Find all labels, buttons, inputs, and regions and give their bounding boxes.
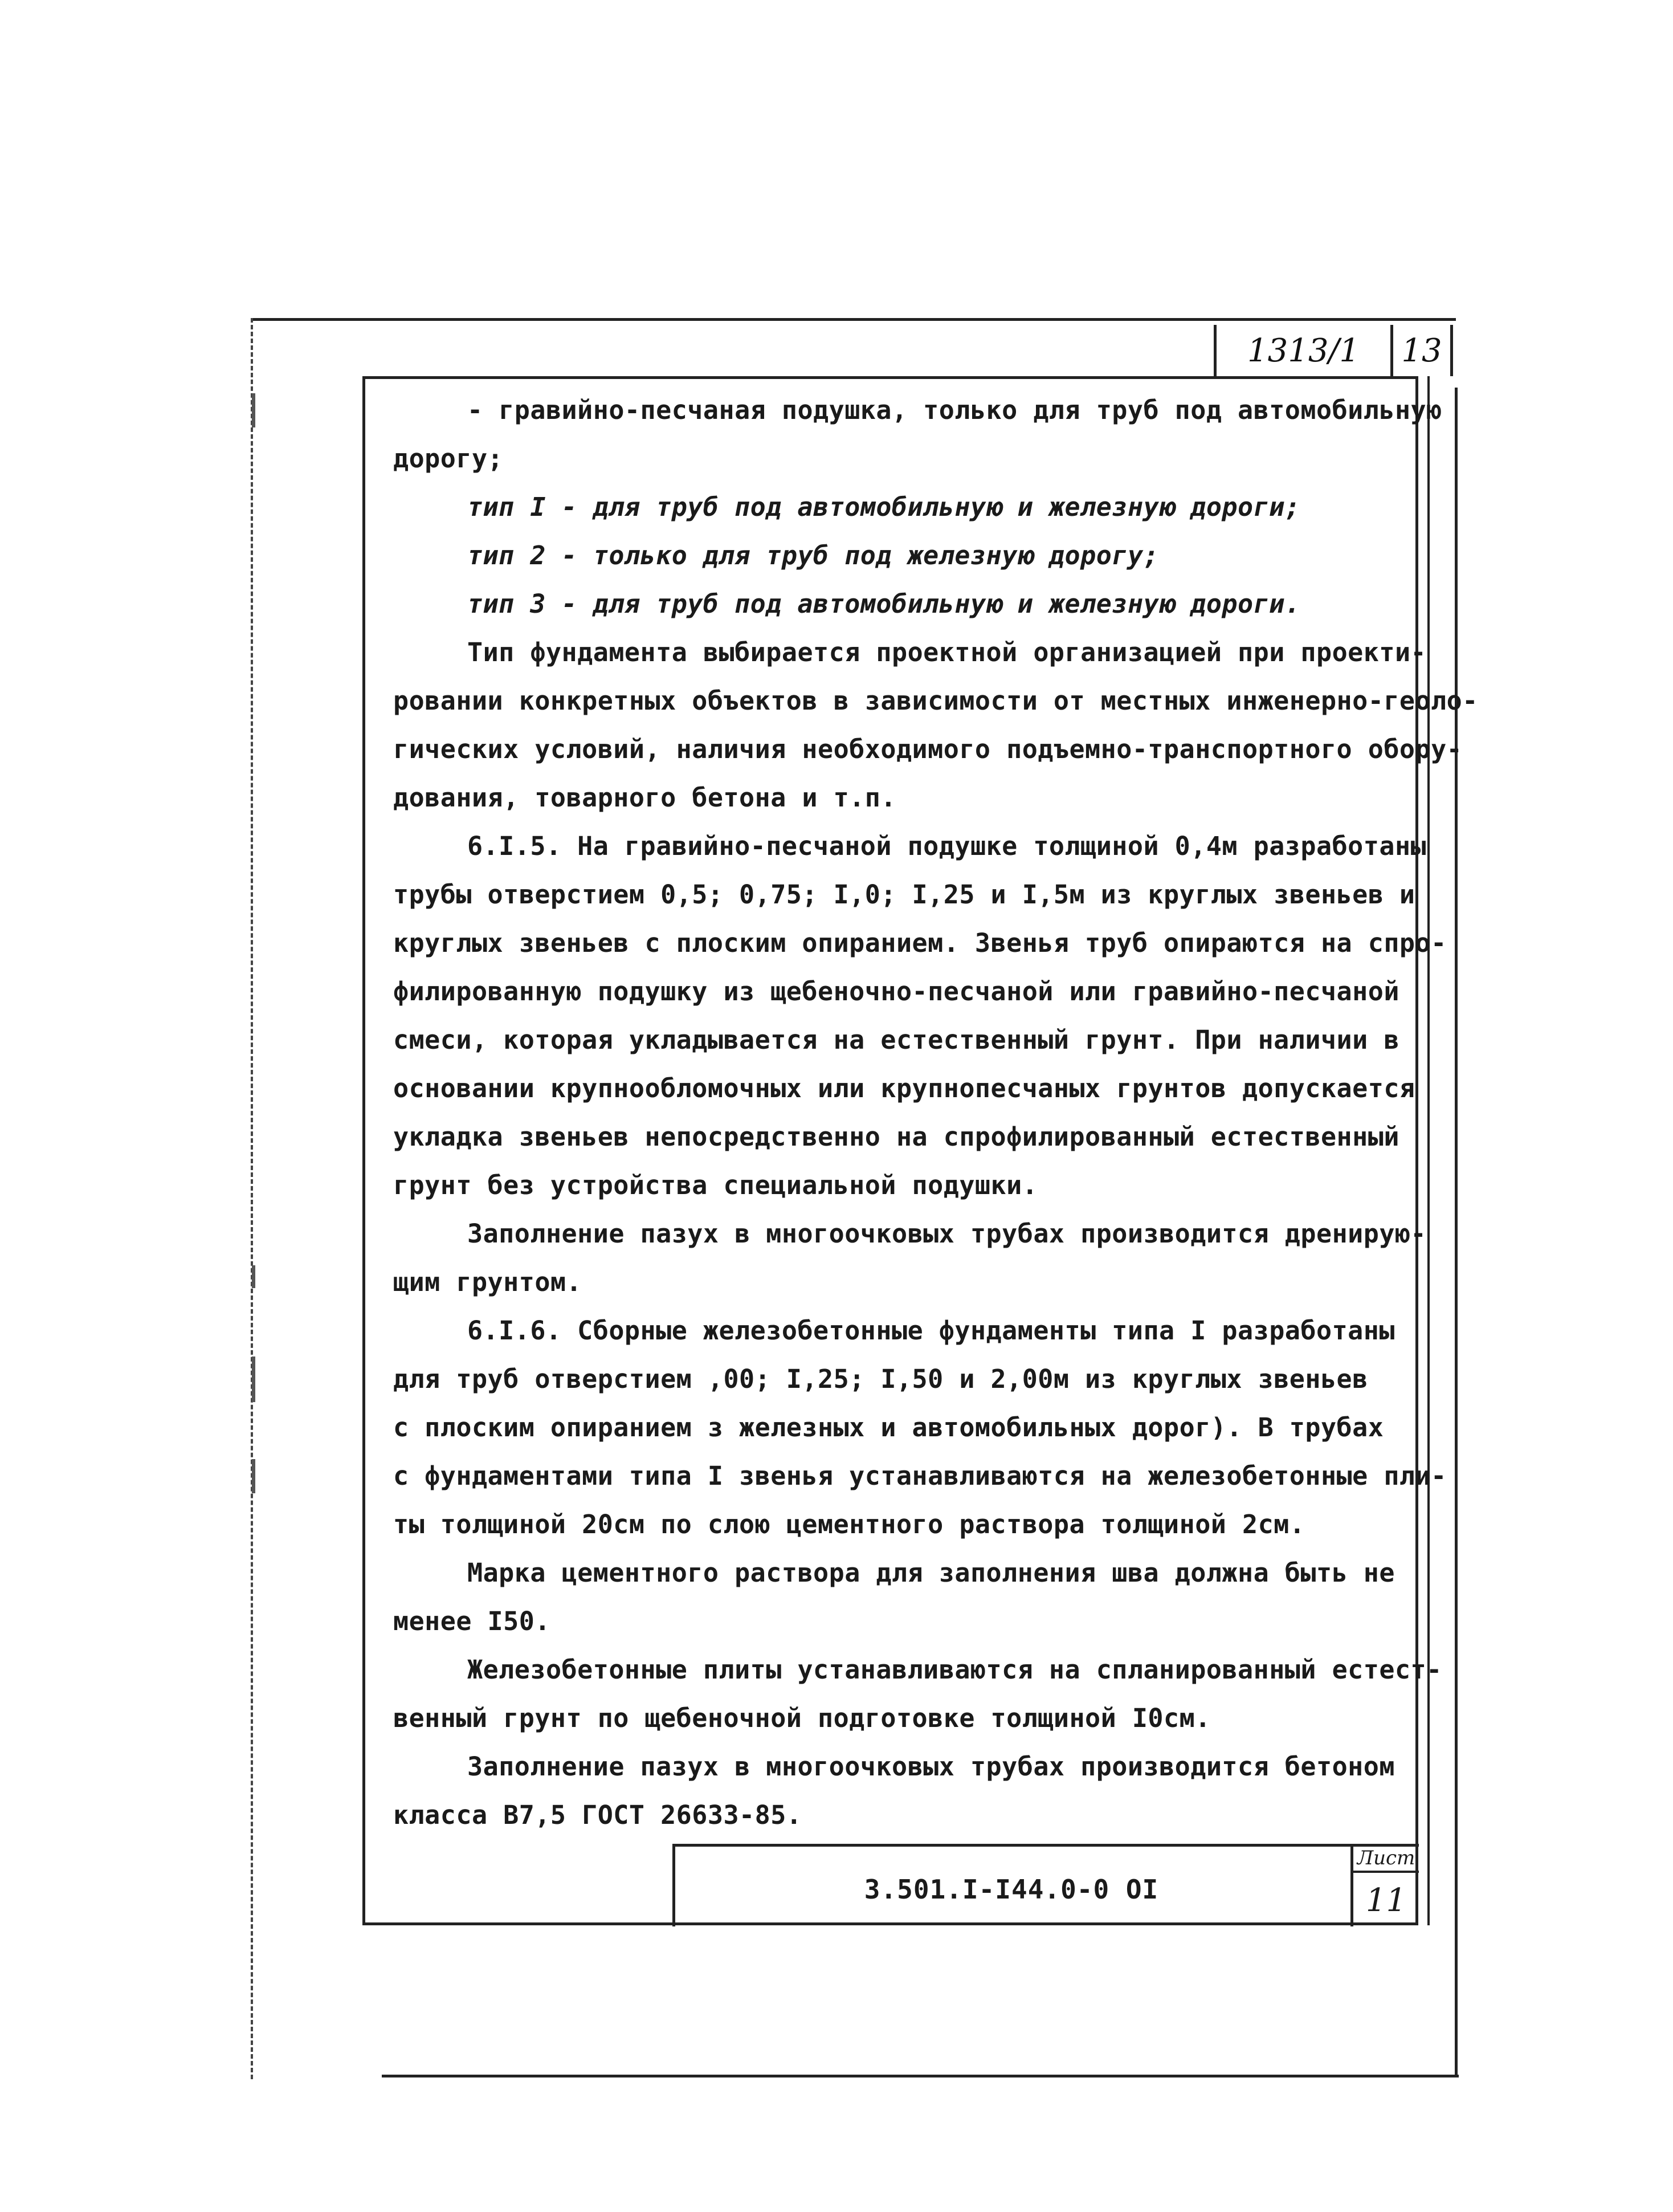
sheet-label: Лист (1357, 1847, 1415, 1869)
title-block-sheet-separator (1350, 1871, 1419, 1873)
outer-frame-left (251, 318, 253, 2079)
scan-mark (252, 1459, 255, 1493)
outer-frame-right (1455, 388, 1458, 2075)
text-line: круглых звеньев с плоским опиранием. Звенья труб опираются на спро- (393, 928, 1447, 958)
text-line: основании крупнообломочных или крупнопесчаных грунтов допускается (393, 1073, 1415, 1103)
text-line: менее I50. (393, 1606, 550, 1636)
text-line: филированную подушку из щебеночно-песчаной или гравийно-песчаной (393, 976, 1399, 1007)
text-line: с фундаментами типа I звенья устанавливаются на железобетонные пли- (393, 1461, 1447, 1491)
text-line: - гравийно-песчаная подушка, только для труб под автомобильную (467, 395, 1442, 425)
text-line: гических условий, наличия необходимого подъемно-транспортного обору- (393, 734, 1463, 764)
text-line: грунт без устройства специальной подушки. (393, 1170, 1038, 1200)
scan-mark (252, 1356, 255, 1402)
text-line: 6.I.6. Сборные железобетонные фундаменты типа I разработаны (467, 1315, 1395, 1346)
scan-mark (252, 1265, 255, 1288)
text-line: для труб отверстием ,00; I,25; I,50 и 2,00м из круглых звеньев (393, 1364, 1368, 1394)
text-line: класса В7,5 ГОСТ 26633-85. (393, 1800, 802, 1830)
outer-frame-bottom (382, 2075, 1459, 2077)
text-line: укладка звеньев непосредственно на спрофилированный естественный (393, 1122, 1399, 1152)
text-line: Тип фундамента выбирается проектной организацией при проекти- (467, 637, 1427, 667)
text-line: ровании конкретных объектов в зависимости от местных инженерно-геоло- (393, 686, 1478, 716)
text-line: с плоским опиранием з железных и автомобильных дорог). В трубах (393, 1412, 1384, 1443)
text-line: венный грунт по щебеночной подготовке толщиной I0см. (393, 1703, 1211, 1733)
text-line: тип 2 - только для труб под железную дорогу; (467, 540, 1160, 571)
text-line: дования, товарного бетона и т.п. (393, 783, 896, 813)
text-line: Заполнение пазух в многоочковых трубах производится дренирую- (467, 1219, 1427, 1249)
text-line: тип 3 - для труб под автомобильную и железную дороги. (467, 589, 1301, 619)
text-line: 6.I.5. На гравийно-песчаной подушке толщиной 0,4м разработаны (467, 831, 1427, 861)
content-frame-right-rule (1427, 376, 1430, 1925)
text-line: дорогу; (393, 443, 504, 474)
text-line: Марка цементного раствора для заполнения шва должна быть не (467, 1558, 1395, 1588)
text-line: трубы отверстием 0,5; 0,75; I,0; I,25 и I,5м из круглых звеньев и (393, 879, 1415, 910)
text-line: тип I - для труб под автомобильную и железную дороги; (467, 492, 1301, 522)
document-designation: 3.501.I-I44.0-0 ОI (864, 1874, 1159, 1905)
text-line: Железобетонные плиты устанавливаются на спланированный естест- (467, 1655, 1442, 1685)
title-block-top-rule (672, 1844, 1419, 1847)
text-line: Заполнение пазух в многоочковых трубах производится бетоном (467, 1751, 1395, 1782)
document-code-stamp: 1313/1 (1214, 325, 1390, 376)
outer-frame-top (251, 318, 1456, 321)
sheet-number-stamp: 13 (1390, 325, 1453, 376)
sheet-number: 11 (1365, 1881, 1407, 1919)
text-line: ты толщиной 20см по слою цементного раствора толщиной 2см. (393, 1509, 1305, 1539)
scan-mark (252, 393, 255, 427)
text-line: щим грунтом. (393, 1267, 582, 1297)
text-line: смеси, которая укладывается на естественный грунт. При наличии в (393, 1025, 1399, 1055)
